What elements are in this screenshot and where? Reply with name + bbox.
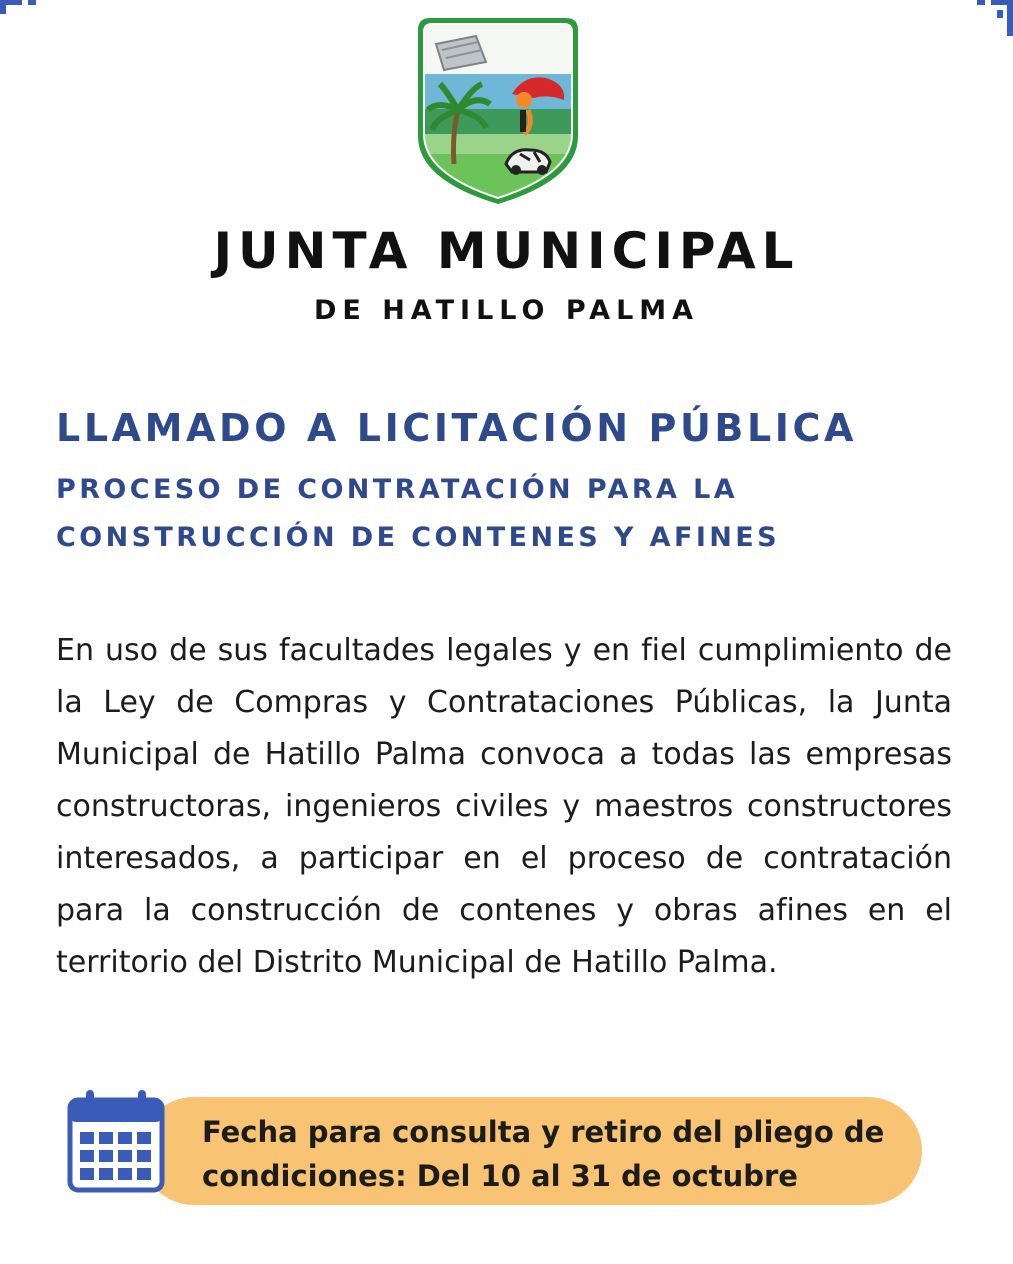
corner-decoration-right — [953, 0, 1013, 40]
organization-subtitle: DE HATILLO PALMA — [313, 295, 700, 326]
subheading-line-2: CONSTRUCCIÓN DE CONTENES Y AFINES — [56, 522, 780, 553]
notice-subheading — [56, 466, 780, 562]
subheading-line-1: PROCESO DE CONTRATACIÓN PARA LA — [56, 474, 739, 505]
calendar-icon — [66, 1088, 166, 1194]
corner-decoration-left — [0, 0, 60, 40]
organization-title: JUNTA MUNICIPAL — [213, 222, 800, 280]
notice-heading: LLAMADO A LICITACIÓN PÚBLICA — [56, 406, 858, 450]
municipal-crest — [416, 14, 580, 204]
notice-body: En uso de sus facultades legales y en fiel cumplimiento de la Ley de Compras y Contrataciones Públicas, la Junta Municipal de Hatillo Palma convoca a todas las empresas constructoras, ingenieros civiles y maestros constructores interesados, a participar en el proceso de contratación para la construcción de contenes y obras afines en el territorio del Distrito Municipal de Hatillo Palma. — [56, 633, 952, 980]
date-text: Fecha para consulta y retiro del pliego de condiciones: Del 10 al 31 de octubre — [202, 1115, 885, 1193]
